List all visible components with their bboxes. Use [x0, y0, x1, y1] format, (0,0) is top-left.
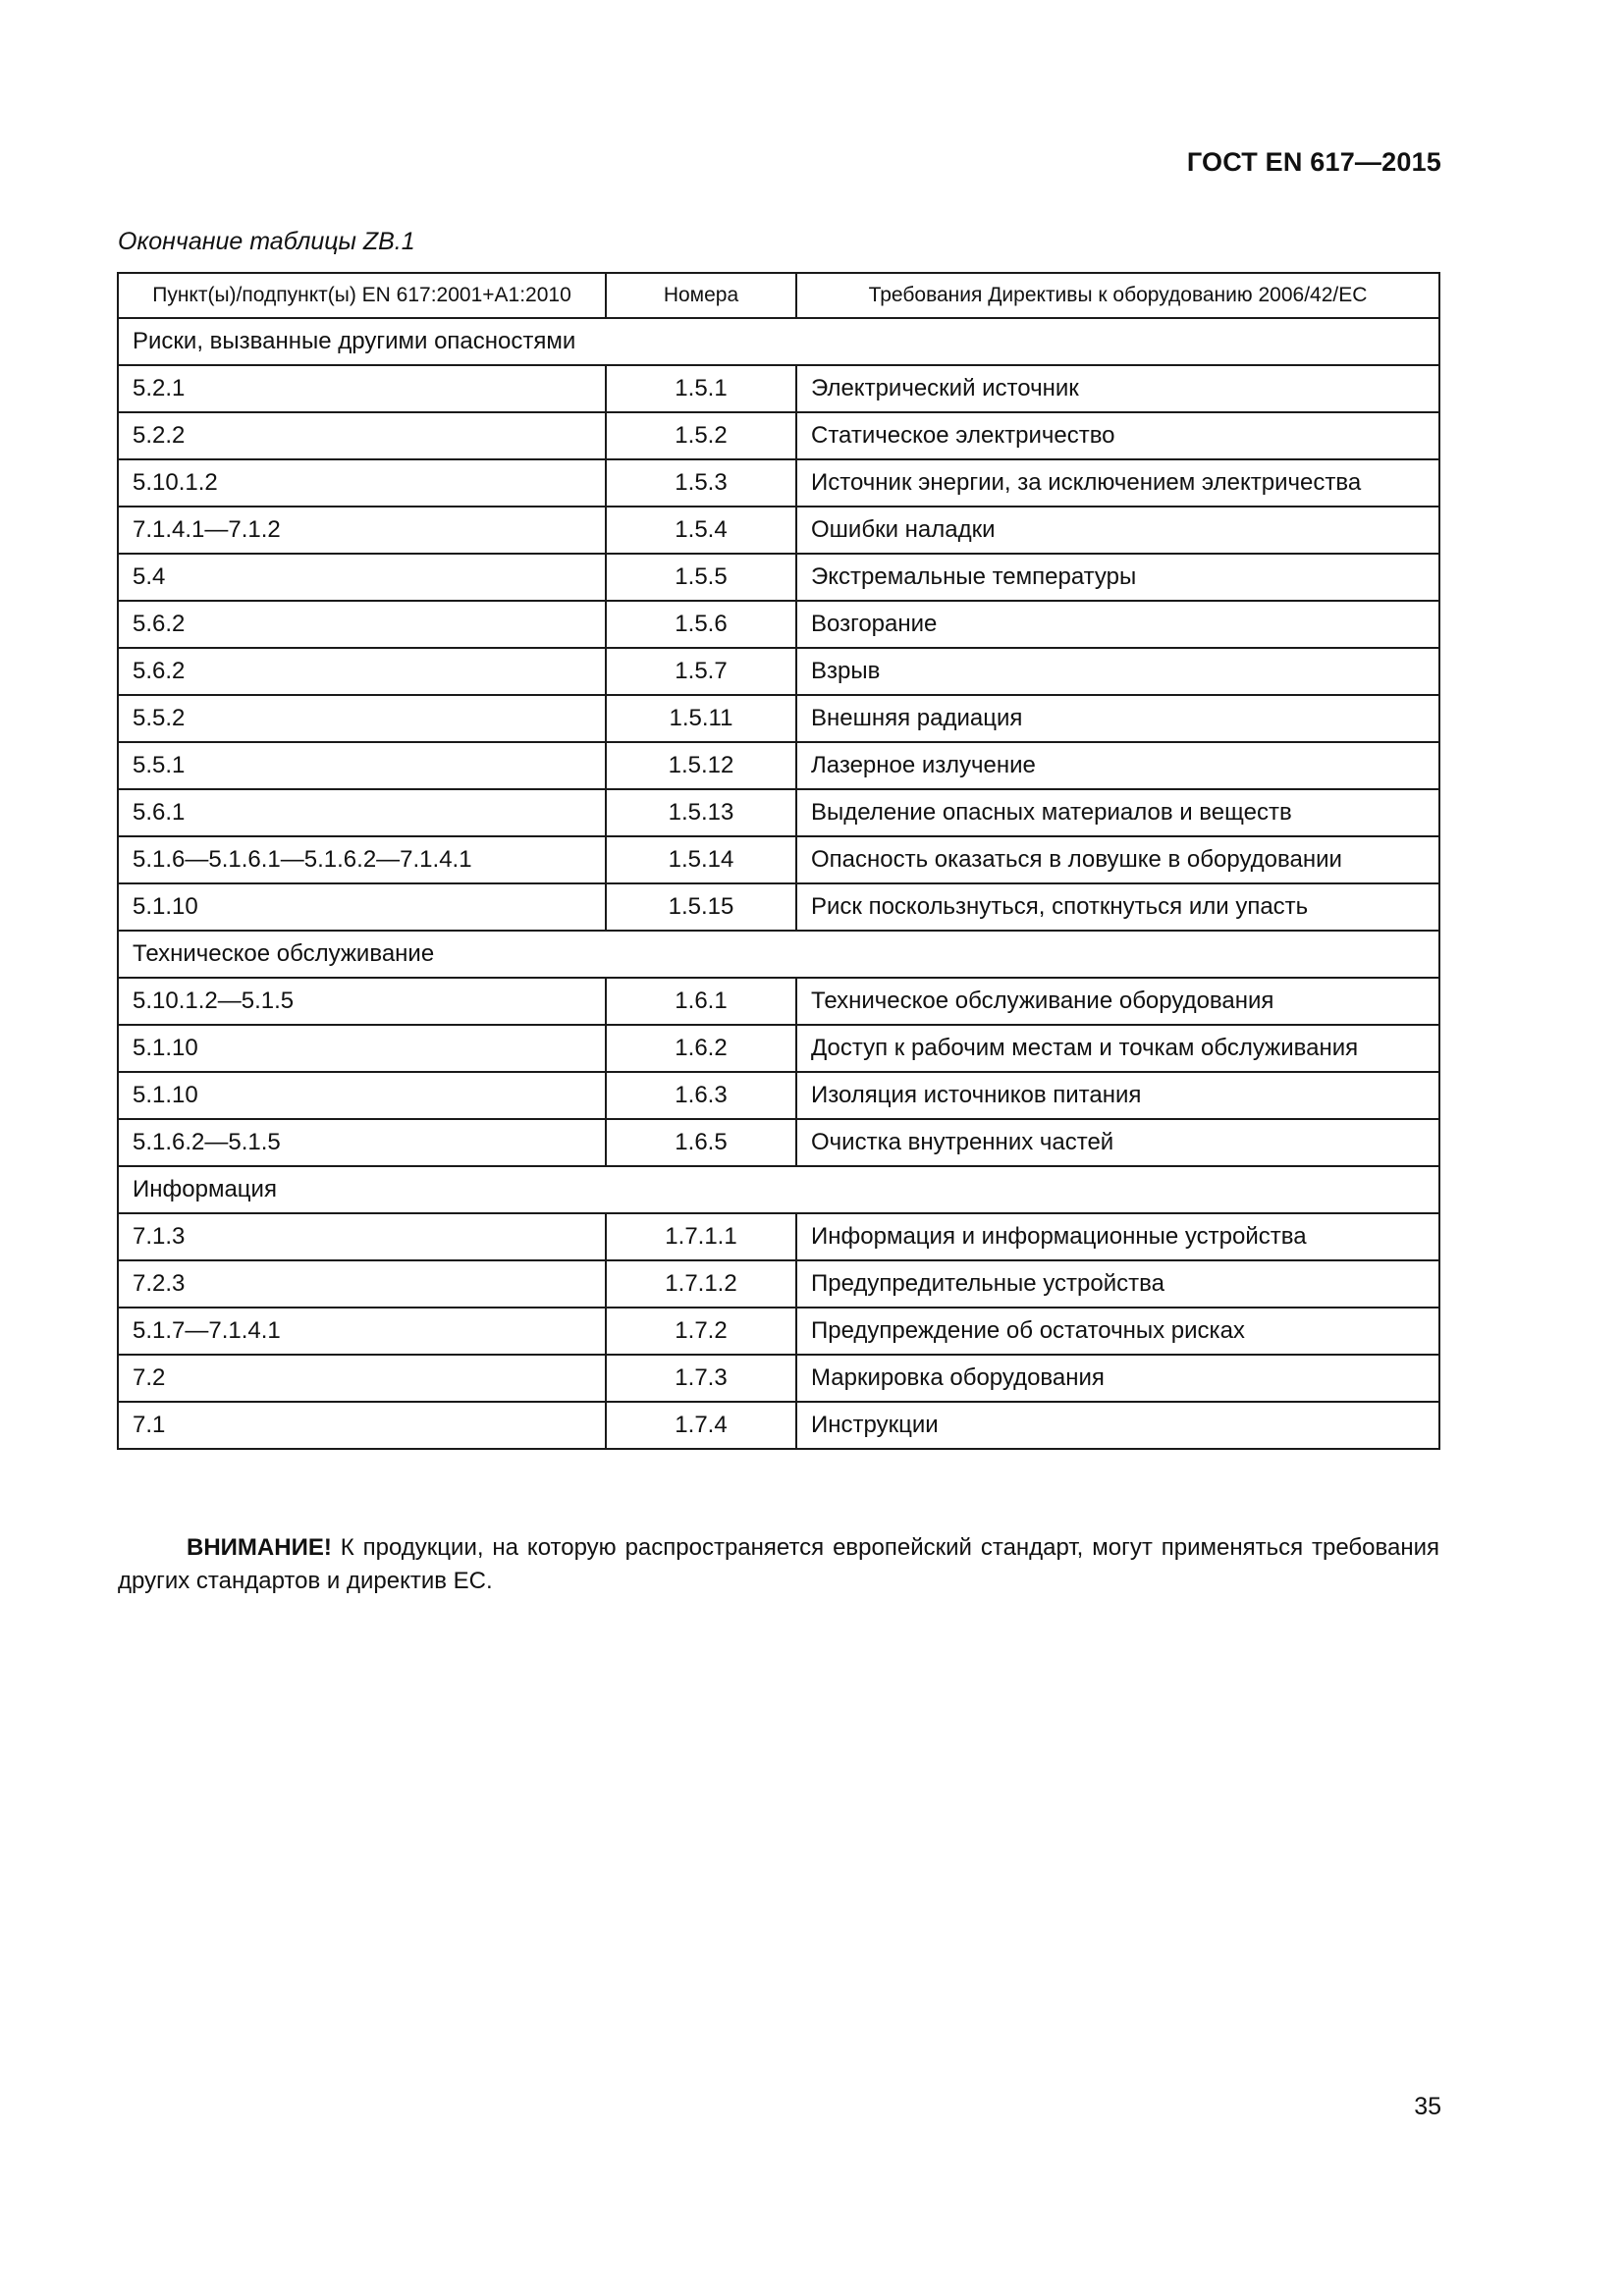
- number-cell: 1.5.5: [606, 554, 796, 601]
- table-row: [118, 978, 1439, 1025]
- number-cell: 1.7.1.1: [606, 1213, 796, 1260]
- number-cell: 1.7.3: [606, 1355, 796, 1402]
- clause-cell: 5.1.6.2—5.1.5: [118, 1119, 606, 1166]
- table-row: [118, 883, 1439, 931]
- clause-cell: 5.1.7—7.1.4.1: [118, 1308, 606, 1355]
- attention-text: К продукции, на которую распространяется европейский стандарт, могут применяться требования других стандартов и директив ЕС.: [118, 1534, 1439, 1594]
- document-header: ГОСТ EN 617—2015: [1186, 147, 1441, 177]
- clause-cell: 7.1: [118, 1402, 606, 1449]
- clause-cell: 5.10.1.2—5.1.5: [118, 978, 606, 1025]
- table-row: [118, 648, 1439, 695]
- table-row: [118, 1119, 1439, 1166]
- number-cell: 1.5.15: [606, 883, 796, 931]
- requirement-cell: Статическое электричество: [796, 412, 1439, 459]
- requirement-cell: Лазерное излучение: [796, 742, 1439, 789]
- table-row: [118, 1072, 1439, 1119]
- table-caption: Окончание таблицы ZB.1: [118, 228, 415, 255]
- attention-label: ВНИМАНИЕ!: [187, 1534, 332, 1561]
- table-row: [118, 365, 1439, 412]
- requirement-cell: Источник энергии, за исключением электричества: [796, 459, 1439, 507]
- clause-cell: 5.2.1: [118, 365, 606, 412]
- table-row: [118, 695, 1439, 742]
- attention-note: [118, 1531, 1439, 1598]
- clause-cell: 5.10.1.2: [118, 459, 606, 507]
- table-row: [118, 789, 1439, 836]
- number-cell: 1.5.13: [606, 789, 796, 836]
- requirement-cell: Опасность оказаться в ловушке в оборудовании: [796, 836, 1439, 883]
- table-row: [118, 601, 1439, 648]
- number-cell: 1.5.3: [606, 459, 796, 507]
- number-cell: 1.6.2: [606, 1025, 796, 1072]
- requirement-cell: Инструкции: [796, 1402, 1439, 1449]
- section-title: Информация: [118, 1166, 1439, 1213]
- page-number: 35: [1414, 2093, 1441, 2120]
- table-row: [118, 1213, 1439, 1260]
- clause-cell: 5.5.1: [118, 742, 606, 789]
- requirement-cell: Внешняя радиация: [796, 695, 1439, 742]
- column-header-requirements: Требования Директивы к оборудованию 2006/42/ЕС: [796, 273, 1439, 318]
- clause-cell: 7.1.3: [118, 1213, 606, 1260]
- number-cell: 1.6.5: [606, 1119, 796, 1166]
- table-body: [118, 318, 1439, 1449]
- clause-cell: 5.6.2: [118, 601, 606, 648]
- number-cell: 1.5.11: [606, 695, 796, 742]
- requirement-cell: Риск поскользнуться, споткнуться или упасть: [796, 883, 1439, 931]
- clause-cell: 7.2: [118, 1355, 606, 1402]
- table-row: [118, 507, 1439, 554]
- table-row: [118, 836, 1439, 883]
- clause-cell: 5.2.2: [118, 412, 606, 459]
- table-row: [118, 412, 1439, 459]
- clause-cell: 5.1.10: [118, 1072, 606, 1119]
- clause-cell: 5.5.2: [118, 695, 606, 742]
- requirement-cell: Электрический источник: [796, 365, 1439, 412]
- clause-cell: 5.4: [118, 554, 606, 601]
- number-cell: 1.5.1: [606, 365, 796, 412]
- requirement-cell: Взрыв: [796, 648, 1439, 695]
- section-row: [118, 318, 1439, 365]
- number-cell: 1.7.1.2: [606, 1260, 796, 1308]
- number-cell: 1.5.2: [606, 412, 796, 459]
- number-cell: 1.5.4: [606, 507, 796, 554]
- section-row: [118, 1166, 1439, 1213]
- requirement-cell: Предупреждение об остаточных рисках: [796, 1308, 1439, 1355]
- table-row: [118, 742, 1439, 789]
- requirement-cell: Изоляция источников питания: [796, 1072, 1439, 1119]
- clause-cell: 5.1.6—5.1.6.1—5.1.6.2—7.1.4.1: [118, 836, 606, 883]
- clause-cell: 7.2.3: [118, 1260, 606, 1308]
- number-cell: 1.5.7: [606, 648, 796, 695]
- number-cell: 1.5.14: [606, 836, 796, 883]
- requirement-cell: Доступ к рабочим местам и точкам обслуживания: [796, 1025, 1439, 1072]
- requirement-cell: Техническое обслуживание оборудования: [796, 978, 1439, 1025]
- table-row: [118, 459, 1439, 507]
- number-cell: 1.5.6: [606, 601, 796, 648]
- clause-cell: 5.6.1: [118, 789, 606, 836]
- clause-cell: 5.6.2: [118, 648, 606, 695]
- requirements-table: [117, 272, 1440, 1450]
- requirement-cell: Экстремальные температуры: [796, 554, 1439, 601]
- table-row: [118, 1025, 1439, 1072]
- table-row: [118, 1355, 1439, 1402]
- table-row: [118, 1402, 1439, 1449]
- section-title: Техническое обслуживание: [118, 931, 1439, 978]
- column-header-clauses: Пункт(ы)/подпункт(ы) EN 617:2001+A1:2010: [118, 273, 606, 318]
- requirement-cell: Предупредительные устройства: [796, 1260, 1439, 1308]
- clause-cell: 5.1.10: [118, 883, 606, 931]
- requirement-cell: Маркировка оборудования: [796, 1355, 1439, 1402]
- requirement-cell: Очистка внутренних частей: [796, 1119, 1439, 1166]
- section-row: [118, 931, 1439, 978]
- requirement-cell: Выделение опасных материалов и веществ: [796, 789, 1439, 836]
- number-cell: 1.7.2: [606, 1308, 796, 1355]
- clause-cell: 7.1.4.1—7.1.2: [118, 507, 606, 554]
- clause-cell: 5.1.10: [118, 1025, 606, 1072]
- requirement-cell: Информация и информационные устройства: [796, 1213, 1439, 1260]
- column-header-numbers: Номера: [606, 273, 796, 318]
- requirement-cell: Ошибки наладки: [796, 507, 1439, 554]
- table-row: [118, 1308, 1439, 1355]
- number-cell: 1.6.3: [606, 1072, 796, 1119]
- requirement-cell: Возгорание: [796, 601, 1439, 648]
- number-cell: 1.6.1: [606, 978, 796, 1025]
- table-row: [118, 554, 1439, 601]
- section-title: Риски, вызванные другими опасностями: [118, 318, 1439, 365]
- number-cell: 1.7.4: [606, 1402, 796, 1449]
- number-cell: 1.5.12: [606, 742, 796, 789]
- table-header-row: [118, 273, 1439, 318]
- table-row: [118, 1260, 1439, 1308]
